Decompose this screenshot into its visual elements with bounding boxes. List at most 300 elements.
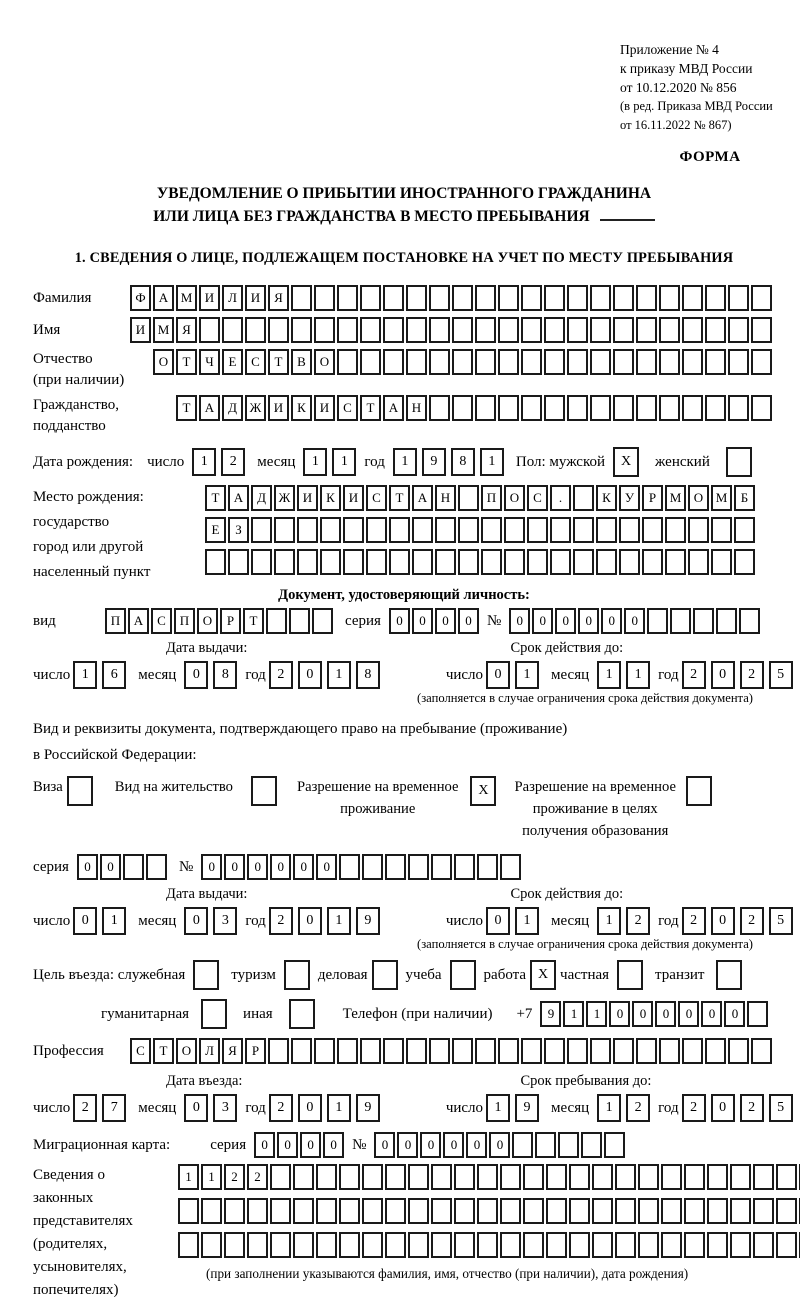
form-cell[interactable]: [636, 395, 657, 421]
form-cell[interactable]: 8: [213, 661, 237, 689]
form-cell[interactable]: [178, 1198, 199, 1224]
purpose-business-checkbox[interactable]: [372, 960, 398, 990]
form-cell[interactable]: [458, 485, 479, 511]
form-cell[interactable]: [638, 1164, 659, 1190]
form-cell[interactable]: [558, 1132, 579, 1158]
form-cell[interactable]: Ф: [130, 285, 151, 311]
form-cell[interactable]: [270, 1164, 291, 1190]
form-cell[interactable]: Т: [360, 395, 381, 421]
form-cell[interactable]: [498, 317, 519, 343]
form-cell[interactable]: 0: [711, 907, 735, 935]
form-cell[interactable]: [314, 317, 335, 343]
temp-residence-checkbox[interactable]: X: [470, 776, 496, 806]
form-cell[interactable]: [337, 1038, 358, 1064]
form-cell[interactable]: [730, 1198, 751, 1224]
form-cell[interactable]: 1: [327, 907, 351, 935]
form-cell[interactable]: [615, 1164, 636, 1190]
form-cell[interactable]: [573, 549, 594, 575]
form-cell[interactable]: Я: [222, 1038, 243, 1064]
form-cell[interactable]: 0: [443, 1132, 464, 1158]
form-cell[interactable]: 0: [389, 608, 410, 634]
form-cell[interactable]: [590, 1038, 611, 1064]
form-cell[interactable]: 1: [73, 661, 97, 689]
form-cell[interactable]: Т: [268, 349, 289, 375]
form-cell[interactable]: [481, 517, 502, 543]
form-cell[interactable]: К: [320, 485, 341, 511]
purpose-humanitarian-checkbox[interactable]: [201, 999, 227, 1029]
form-cell[interactable]: [682, 349, 703, 375]
form-cell[interactable]: [297, 549, 318, 575]
form-cell[interactable]: [500, 1198, 521, 1224]
form-cell[interactable]: [454, 854, 475, 880]
form-cell[interactable]: [636, 317, 657, 343]
form-cell[interactable]: [711, 549, 732, 575]
form-cell[interactable]: [247, 1232, 268, 1258]
form-cell[interactable]: Н: [406, 395, 427, 421]
form-cell[interactable]: Я: [268, 285, 289, 311]
form-cell[interactable]: [251, 549, 272, 575]
form-cell[interactable]: [316, 1198, 337, 1224]
form-cell[interactable]: 9: [540, 1001, 561, 1027]
form-cell[interactable]: [670, 608, 691, 634]
form-cell[interactable]: [636, 285, 657, 311]
form-cell[interactable]: [592, 1198, 613, 1224]
form-cell[interactable]: 9: [515, 1094, 539, 1122]
form-cell[interactable]: 0: [609, 1001, 630, 1027]
form-cell[interactable]: [504, 517, 525, 543]
purpose-work-checkbox[interactable]: X: [530, 960, 556, 990]
form-cell[interactable]: [266, 608, 287, 634]
form-cell[interactable]: П: [481, 485, 502, 511]
form-cell[interactable]: [178, 1232, 199, 1258]
form-cell[interactable]: 1: [597, 661, 621, 689]
form-cell[interactable]: [360, 317, 381, 343]
form-cell[interactable]: [734, 549, 755, 575]
form-cell[interactable]: [343, 549, 364, 575]
form-cell[interactable]: И: [343, 485, 364, 511]
form-cell[interactable]: [705, 1038, 726, 1064]
form-cell[interactable]: [452, 349, 473, 375]
form-cell[interactable]: М: [665, 485, 686, 511]
form-cell[interactable]: [590, 395, 611, 421]
form-cell[interactable]: [581, 1132, 602, 1158]
form-cell[interactable]: 0: [201, 854, 222, 880]
form-cell[interactable]: [268, 317, 289, 343]
form-cell[interactable]: Ж: [245, 395, 266, 421]
form-cell[interactable]: [297, 517, 318, 543]
form-cell[interactable]: [567, 285, 588, 311]
form-cell[interactable]: [642, 549, 663, 575]
form-cell[interactable]: [385, 1232, 406, 1258]
form-cell[interactable]: [316, 1232, 337, 1258]
form-cell[interactable]: [661, 1198, 682, 1224]
form-cell[interactable]: 0: [270, 854, 291, 880]
form-cell[interactable]: М: [176, 285, 197, 311]
form-cell[interactable]: [705, 395, 726, 421]
form-cell[interactable]: [521, 349, 542, 375]
form-cell[interactable]: [550, 549, 571, 575]
form-cell[interactable]: К: [596, 485, 617, 511]
form-cell[interactable]: [659, 1038, 680, 1064]
form-cell[interactable]: 1: [178, 1164, 199, 1190]
form-cell[interactable]: 0: [489, 1132, 510, 1158]
form-cell[interactable]: 1: [332, 448, 356, 476]
form-cell[interactable]: [776, 1198, 797, 1224]
form-cell[interactable]: [337, 317, 358, 343]
form-cell[interactable]: [408, 1232, 429, 1258]
form-cell[interactable]: [385, 854, 406, 880]
form-cell[interactable]: [475, 349, 496, 375]
form-cell[interactable]: 9: [356, 907, 380, 935]
form-cell[interactable]: [383, 317, 404, 343]
form-cell[interactable]: 0: [678, 1001, 699, 1027]
form-cell[interactable]: [751, 285, 772, 311]
form-cell[interactable]: [642, 517, 663, 543]
form-cell[interactable]: М: [711, 485, 732, 511]
form-cell[interactable]: [362, 1164, 383, 1190]
form-cell[interactable]: 0: [486, 907, 510, 935]
form-cell[interactable]: Т: [243, 608, 264, 634]
form-cell[interactable]: [385, 1198, 406, 1224]
form-cell[interactable]: 7: [102, 1094, 126, 1122]
form-cell[interactable]: 1: [597, 1094, 621, 1122]
form-cell[interactable]: 1: [393, 448, 417, 476]
form-cell[interactable]: [228, 549, 249, 575]
form-cell[interactable]: [293, 1198, 314, 1224]
form-cell[interactable]: [523, 1164, 544, 1190]
form-cell[interactable]: [590, 349, 611, 375]
form-cell[interactable]: [592, 1232, 613, 1258]
form-cell[interactable]: [521, 395, 542, 421]
form-cell[interactable]: [647, 608, 668, 634]
form-cell[interactable]: В: [291, 349, 312, 375]
form-cell[interactable]: П: [174, 608, 195, 634]
form-cell[interactable]: [429, 285, 450, 311]
form-cell[interactable]: [734, 517, 755, 543]
form-cell[interactable]: [661, 1232, 682, 1258]
form-cell[interactable]: [205, 549, 226, 575]
form-cell[interactable]: 0: [298, 907, 322, 935]
form-cell[interactable]: 0: [184, 907, 208, 935]
form-cell[interactable]: [705, 317, 726, 343]
form-cell[interactable]: [429, 317, 450, 343]
form-cell[interactable]: [291, 285, 312, 311]
form-cell[interactable]: [429, 1038, 450, 1064]
form-cell[interactable]: 1: [597, 907, 621, 935]
form-cell[interactable]: [475, 1038, 496, 1064]
form-cell[interactable]: 1: [327, 661, 351, 689]
form-cell[interactable]: Б: [734, 485, 755, 511]
form-cell[interactable]: 0: [293, 854, 314, 880]
form-cell[interactable]: [247, 1198, 268, 1224]
form-cell[interactable]: 1: [626, 661, 650, 689]
form-cell[interactable]: [544, 395, 565, 421]
form-cell[interactable]: [615, 1232, 636, 1258]
form-cell[interactable]: [730, 1232, 751, 1258]
form-cell[interactable]: [567, 395, 588, 421]
form-cell[interactable]: 5: [769, 1094, 793, 1122]
form-cell[interactable]: [339, 1164, 360, 1190]
form-cell[interactable]: 2: [221, 448, 245, 476]
form-cell[interactable]: 2: [740, 907, 764, 935]
form-cell[interactable]: 0: [711, 661, 735, 689]
form-cell[interactable]: 0: [632, 1001, 653, 1027]
form-cell[interactable]: [638, 1198, 659, 1224]
form-cell[interactable]: [688, 549, 709, 575]
form-cell[interactable]: [224, 1198, 245, 1224]
form-cell[interactable]: [320, 549, 341, 575]
form-cell[interactable]: 2: [626, 907, 650, 935]
form-cell[interactable]: [544, 349, 565, 375]
form-cell[interactable]: [385, 1164, 406, 1190]
purpose-transit-checkbox[interactable]: [716, 960, 742, 990]
form-cell[interactable]: [659, 349, 680, 375]
form-cell[interactable]: 2: [269, 907, 293, 935]
form-cell[interactable]: И: [199, 285, 220, 311]
form-cell[interactable]: [665, 549, 686, 575]
form-cell[interactable]: [314, 1038, 335, 1064]
form-cell[interactable]: О: [504, 485, 525, 511]
sex-male-checkbox[interactable]: X: [613, 447, 639, 477]
form-cell[interactable]: [615, 1198, 636, 1224]
form-cell[interactable]: 0: [701, 1001, 722, 1027]
form-cell[interactable]: [270, 1198, 291, 1224]
form-cell[interactable]: [728, 395, 749, 421]
form-cell[interactable]: [728, 317, 749, 343]
form-cell[interactable]: [316, 1164, 337, 1190]
form-cell[interactable]: [408, 854, 429, 880]
form-cell[interactable]: [661, 1164, 682, 1190]
form-cell[interactable]: [569, 1198, 590, 1224]
form-cell[interactable]: [406, 317, 427, 343]
form-cell[interactable]: 3: [213, 907, 237, 935]
form-cell[interactable]: П: [105, 608, 126, 634]
form-cell[interactable]: [638, 1232, 659, 1258]
form-cell[interactable]: [431, 854, 452, 880]
form-cell[interactable]: [659, 317, 680, 343]
form-cell[interactable]: И: [130, 317, 151, 343]
form-cell[interactable]: [596, 517, 617, 543]
form-cell[interactable]: 0: [435, 608, 456, 634]
form-cell[interactable]: 0: [300, 1132, 321, 1158]
form-cell[interactable]: [693, 608, 714, 634]
form-cell[interactable]: [728, 349, 749, 375]
form-cell[interactable]: 0: [77, 854, 98, 880]
form-cell[interactable]: [458, 517, 479, 543]
form-cell[interactable]: [274, 549, 295, 575]
form-cell[interactable]: [452, 395, 473, 421]
form-cell[interactable]: 1: [586, 1001, 607, 1027]
form-cell[interactable]: Я: [176, 317, 197, 343]
form-cell[interactable]: [573, 517, 594, 543]
form-cell[interactable]: [523, 1232, 544, 1258]
form-cell[interactable]: 2: [682, 661, 706, 689]
form-cell[interactable]: [293, 1164, 314, 1190]
form-cell[interactable]: [751, 1038, 772, 1064]
form-cell[interactable]: [383, 349, 404, 375]
form-cell[interactable]: [268, 1038, 289, 1064]
form-cell[interactable]: С: [245, 349, 266, 375]
form-cell[interactable]: [408, 1164, 429, 1190]
form-cell[interactable]: [705, 285, 726, 311]
form-cell[interactable]: [636, 349, 657, 375]
form-cell[interactable]: [435, 549, 456, 575]
form-cell[interactable]: Т: [389, 485, 410, 511]
form-cell[interactable]: [429, 395, 450, 421]
form-cell[interactable]: Н: [435, 485, 456, 511]
form-cell[interactable]: 5: [769, 907, 793, 935]
form-cell[interactable]: [684, 1232, 705, 1258]
form-cell[interactable]: [146, 854, 167, 880]
form-cell[interactable]: С: [337, 395, 358, 421]
form-cell[interactable]: [535, 1132, 556, 1158]
form-cell[interactable]: Е: [205, 517, 226, 543]
form-cell[interactable]: 2: [682, 907, 706, 935]
form-cell[interactable]: [521, 317, 542, 343]
form-cell[interactable]: 1: [192, 448, 216, 476]
form-cell[interactable]: [544, 317, 565, 343]
form-cell[interactable]: 0: [73, 907, 97, 935]
form-cell[interactable]: [684, 1164, 705, 1190]
form-cell[interactable]: 0: [323, 1132, 344, 1158]
form-cell[interactable]: [475, 317, 496, 343]
form-cell[interactable]: [590, 285, 611, 311]
form-cell[interactable]: Р: [220, 608, 241, 634]
form-cell[interactable]: [546, 1232, 567, 1258]
form-cell[interactable]: Т: [176, 349, 197, 375]
form-cell[interactable]: А: [199, 395, 220, 421]
form-cell[interactable]: [477, 1232, 498, 1258]
form-cell[interactable]: 0: [374, 1132, 395, 1158]
form-cell[interactable]: [613, 349, 634, 375]
form-cell[interactable]: [289, 608, 310, 634]
purpose-official-checkbox[interactable]: [193, 960, 219, 990]
form-cell[interactable]: О: [688, 485, 709, 511]
form-cell[interactable]: [412, 549, 433, 575]
form-cell[interactable]: [521, 1038, 542, 1064]
form-cell[interactable]: [753, 1232, 774, 1258]
form-cell[interactable]: А: [153, 285, 174, 311]
form-cell[interactable]: .: [550, 485, 571, 511]
form-cell[interactable]: [567, 317, 588, 343]
form-cell[interactable]: [339, 854, 360, 880]
form-cell[interactable]: [728, 1038, 749, 1064]
form-cell[interactable]: [412, 517, 433, 543]
form-cell[interactable]: [569, 1232, 590, 1258]
form-cell[interactable]: А: [412, 485, 433, 511]
form-cell[interactable]: [431, 1164, 452, 1190]
form-cell[interactable]: [408, 1198, 429, 1224]
form-cell[interactable]: [498, 349, 519, 375]
form-cell[interactable]: О: [197, 608, 218, 634]
form-cell[interactable]: 1: [515, 907, 539, 935]
form-cell[interactable]: 0: [224, 854, 245, 880]
form-cell[interactable]: Е: [222, 349, 243, 375]
form-cell[interactable]: [366, 517, 387, 543]
form-cell[interactable]: Д: [251, 485, 272, 511]
form-cell[interactable]: [360, 285, 381, 311]
form-cell[interactable]: [291, 1038, 312, 1064]
form-cell[interactable]: [431, 1198, 452, 1224]
form-cell[interactable]: 0: [458, 608, 479, 634]
form-cell[interactable]: 1: [480, 448, 504, 476]
form-cell[interactable]: [475, 285, 496, 311]
form-cell[interactable]: [337, 349, 358, 375]
form-cell[interactable]: [360, 349, 381, 375]
form-cell[interactable]: [406, 1038, 427, 1064]
form-cell[interactable]: [481, 549, 502, 575]
form-cell[interactable]: 0: [624, 608, 645, 634]
form-cell[interactable]: 2: [740, 661, 764, 689]
form-cell[interactable]: [366, 549, 387, 575]
form-cell[interactable]: [360, 1038, 381, 1064]
form-cell[interactable]: [682, 1038, 703, 1064]
form-cell[interactable]: [389, 517, 410, 543]
form-cell[interactable]: [619, 517, 640, 543]
form-cell[interactable]: [454, 1198, 475, 1224]
form-cell[interactable]: [201, 1198, 222, 1224]
form-cell[interactable]: [527, 549, 548, 575]
form-cell[interactable]: [475, 395, 496, 421]
form-cell[interactable]: 0: [277, 1132, 298, 1158]
form-cell[interactable]: [314, 285, 335, 311]
form-cell[interactable]: [619, 549, 640, 575]
form-cell[interactable]: [291, 317, 312, 343]
form-cell[interactable]: 0: [184, 1094, 208, 1122]
form-cell[interactable]: [573, 485, 594, 511]
form-cell[interactable]: 0: [100, 854, 121, 880]
form-cell[interactable]: [776, 1232, 797, 1258]
form-cell[interactable]: [546, 1198, 567, 1224]
form-cell[interactable]: [274, 517, 295, 543]
purpose-private-checkbox[interactable]: [617, 960, 643, 990]
form-cell[interactable]: 0: [184, 661, 208, 689]
form-cell[interactable]: [383, 285, 404, 311]
temp-residence-education-checkbox[interactable]: [686, 776, 712, 806]
form-cell[interactable]: [500, 1164, 521, 1190]
form-cell[interactable]: [293, 1232, 314, 1258]
form-cell[interactable]: [716, 608, 737, 634]
form-cell[interactable]: 0: [601, 608, 622, 634]
form-cell[interactable]: [343, 517, 364, 543]
form-cell[interactable]: И: [314, 395, 335, 421]
form-cell[interactable]: Р: [245, 1038, 266, 1064]
purpose-other-checkbox[interactable]: [289, 999, 315, 1029]
form-cell[interactable]: Т: [205, 485, 226, 511]
form-cell[interactable]: 2: [73, 1094, 97, 1122]
form-cell[interactable]: [567, 1038, 588, 1064]
form-cell[interactable]: [339, 1198, 360, 1224]
form-cell[interactable]: [592, 1164, 613, 1190]
form-cell[interactable]: [362, 854, 383, 880]
form-cell[interactable]: 3: [213, 1094, 237, 1122]
form-cell[interactable]: Д: [222, 395, 243, 421]
form-cell[interactable]: [452, 1038, 473, 1064]
form-cell[interactable]: [458, 549, 479, 575]
form-cell[interactable]: 5: [769, 661, 793, 689]
form-cell[interactable]: 2: [224, 1164, 245, 1190]
form-cell[interactable]: 2: [269, 1094, 293, 1122]
form-cell[interactable]: [337, 285, 358, 311]
form-cell[interactable]: [123, 854, 144, 880]
form-cell[interactable]: 0: [655, 1001, 676, 1027]
form-cell[interactable]: 8: [356, 661, 380, 689]
form-cell[interactable]: Ж: [274, 485, 295, 511]
form-cell[interactable]: М: [153, 317, 174, 343]
form-cell[interactable]: [728, 285, 749, 311]
form-cell[interactable]: [596, 549, 617, 575]
form-cell[interactable]: С: [151, 608, 172, 634]
